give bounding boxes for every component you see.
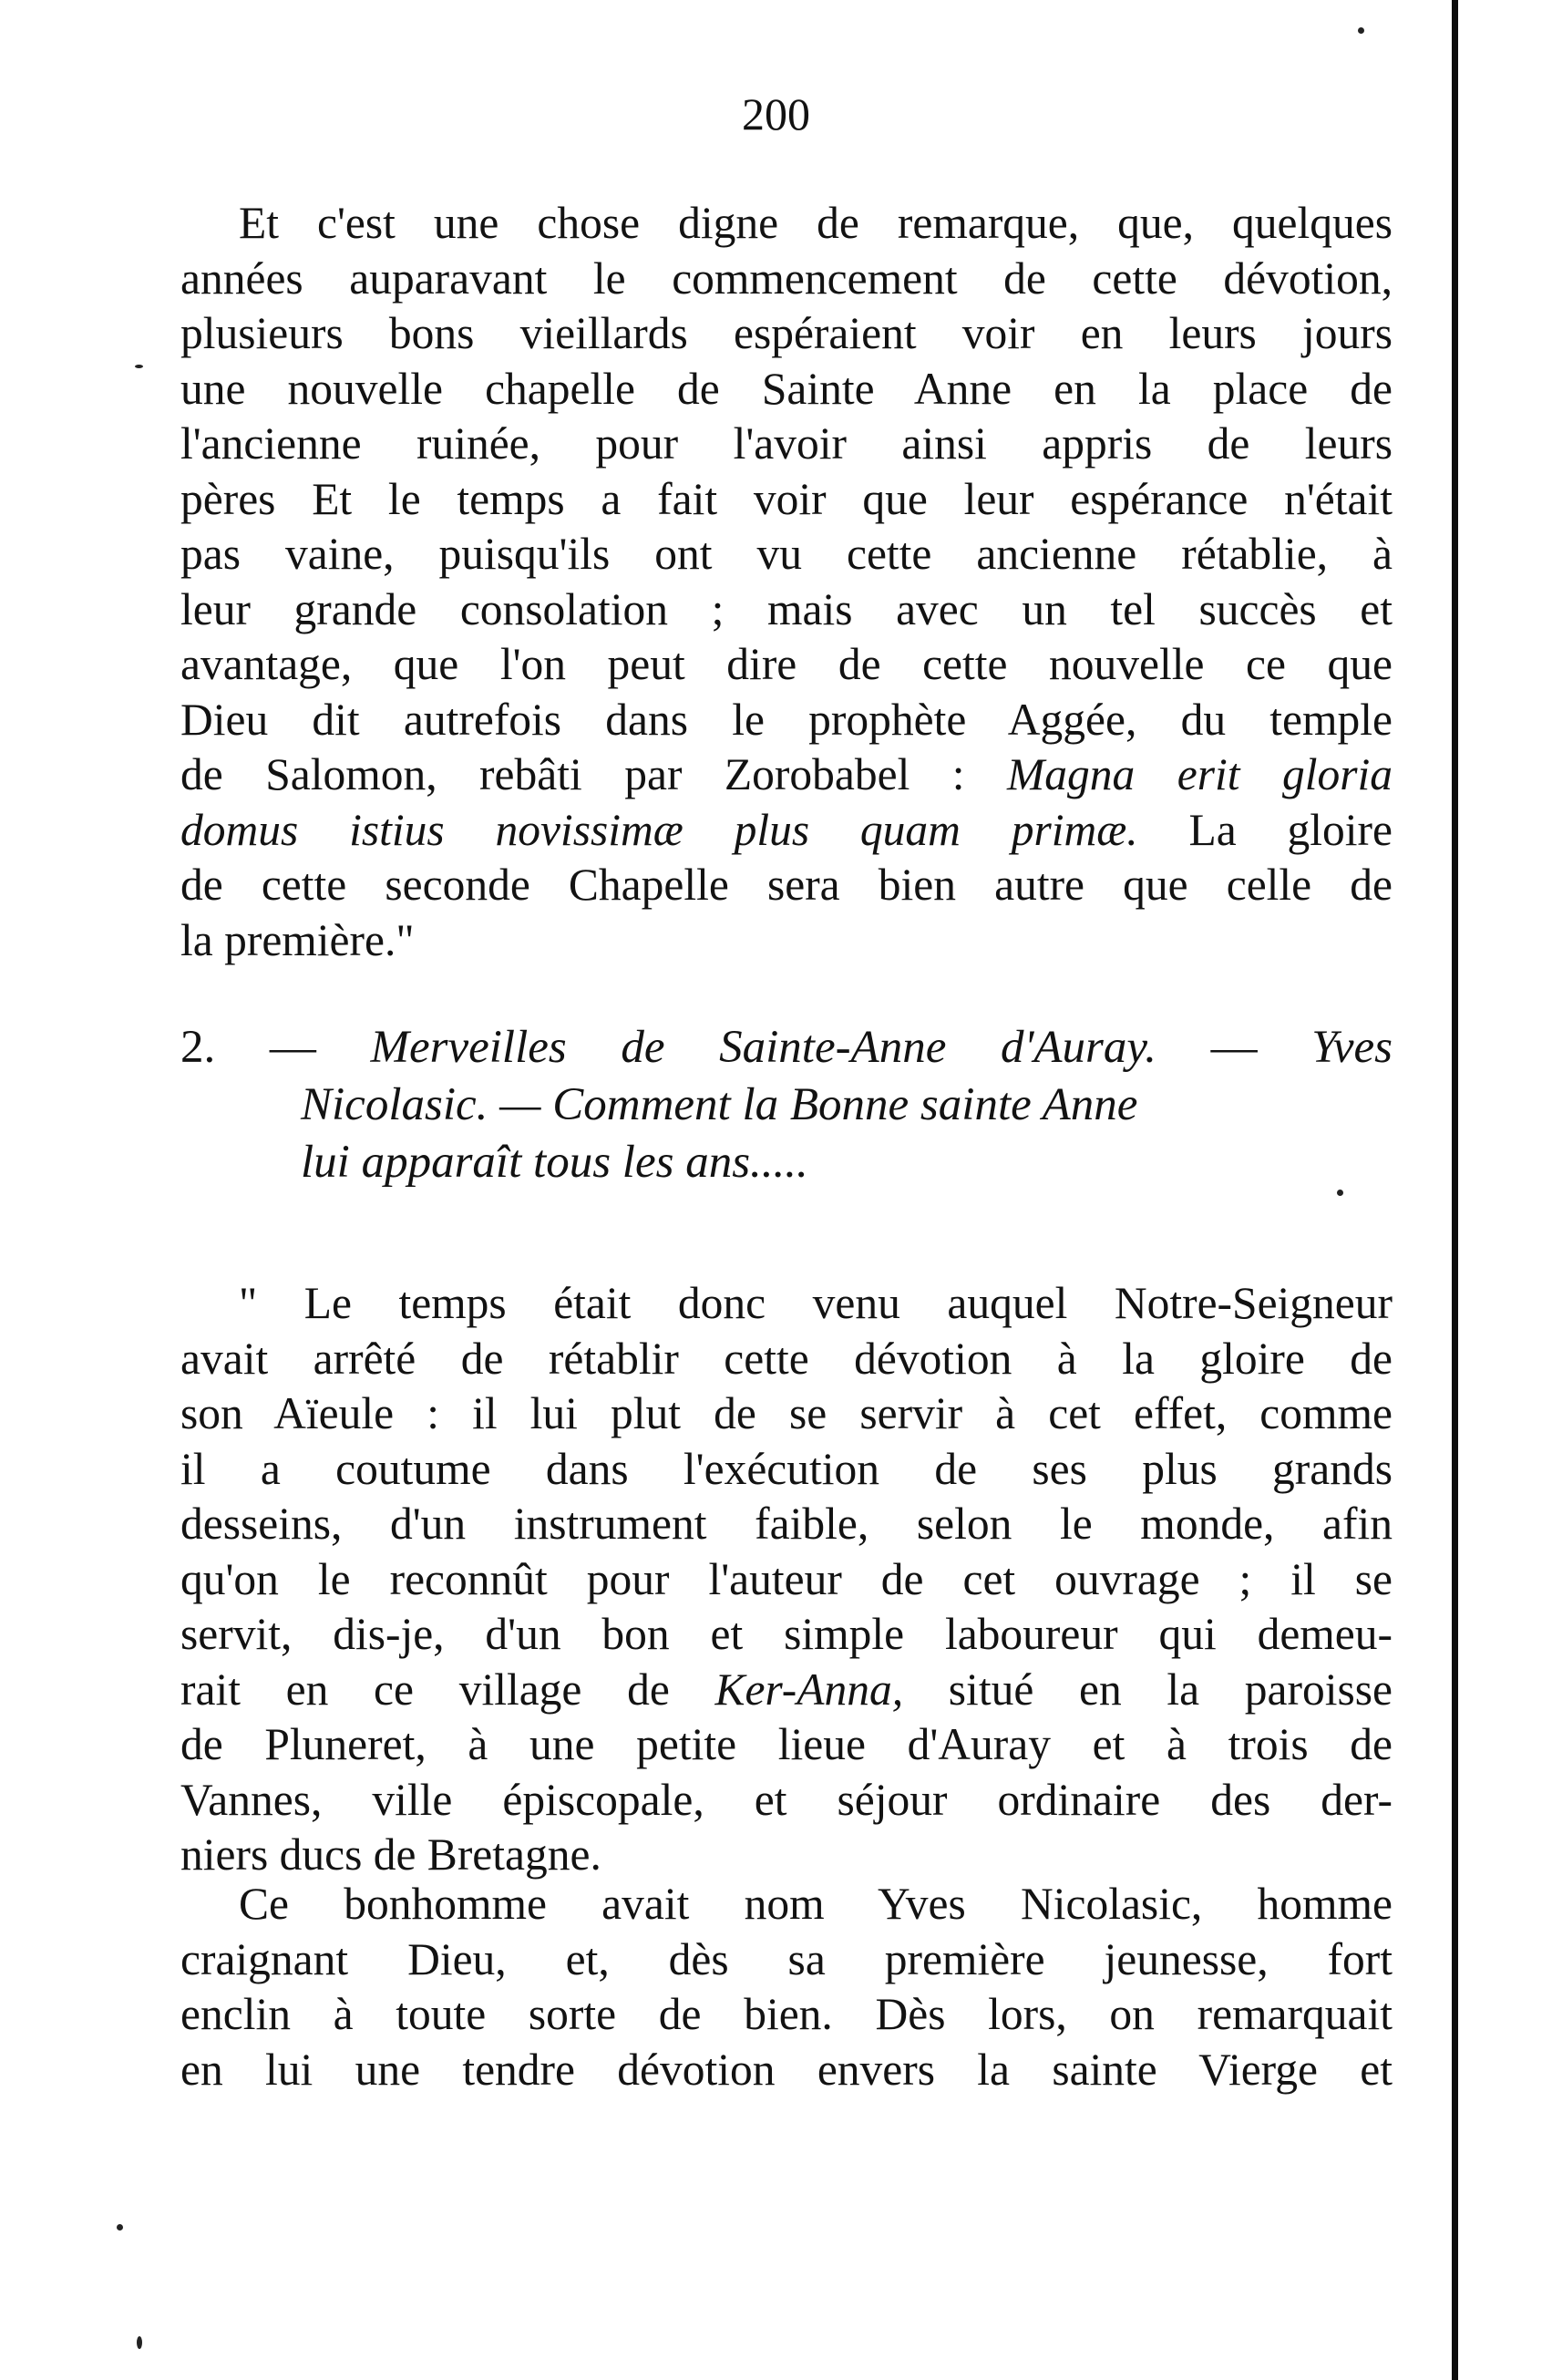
heading-line: lui apparaît tous les ans..... bbox=[301, 1137, 808, 1188]
text-line: une nouvelle chapelle de Sainte Anne en la place de bbox=[180, 363, 1393, 414]
text-line: " Le temps était donc venu auquel Notre-Seigneur bbox=[239, 1278, 1393, 1328]
text-line: années auparavant le commencement de cette dévotion, bbox=[180, 252, 1393, 304]
text-line: leur grande consolation ; mais avec un tel succès et bbox=[180, 583, 1393, 634]
text-line bbox=[180, 803, 1393, 859]
text-line: pères Et le temps a fait voir que leur espérance n'était bbox=[180, 473, 1393, 524]
text-line: de Pluneret, à une petite lieue d'Auray et à trois de bbox=[180, 1719, 1393, 1769]
latin-quote: Magna erit gloria bbox=[1007, 749, 1393, 799]
ink-speck bbox=[137, 2336, 142, 2349]
text-line: desseins, d'un instrument faible, selon le monde, afin bbox=[180, 1499, 1393, 1549]
place-name: Ker-Anna, bbox=[714, 1664, 904, 1715]
text-line: Ce bonhomme avait nom Yves Nicolasic, homme bbox=[239, 1879, 1393, 1929]
ink-speck bbox=[1358, 27, 1364, 34]
ink-speck bbox=[135, 365, 143, 368]
paragraph-3 bbox=[180, 1877, 1393, 2097]
paragraph-1 bbox=[180, 196, 1393, 968]
text-line: avait arrêté de rétablir cette dévotion à la gloire de bbox=[180, 1333, 1393, 1384]
paragraph-2 bbox=[180, 1276, 1393, 1883]
text-line: en lui une tendre dévotion envers la sainte Vierge et bbox=[180, 2044, 1393, 2095]
text-line: servit, dis-je, d'un bon et simple laboureur qui demeu- bbox=[180, 1609, 1393, 1659]
text-line: avantage, que l'on peut dire de cette nouvelle ce que bbox=[180, 639, 1393, 689]
text-line: niers ducs de Bretagne. bbox=[180, 1829, 601, 1880]
text-line: qu'on le reconnût pour l'auteur de cet ouvrage ; il se bbox=[180, 1553, 1393, 1604]
text-line: l'ancienne ruinée, pour l'avoir ainsi appris de leurs bbox=[180, 418, 1393, 469]
ink-speck bbox=[117, 2224, 123, 2231]
text-line: craignant Dieu, et, dès sa première jeunesse, fort bbox=[180, 1933, 1393, 1984]
text-line: son Aïeule : il lui plut de se servir à cet effet, comme bbox=[180, 1388, 1393, 1438]
page-number: 200 bbox=[742, 88, 810, 139]
section-heading bbox=[180, 1019, 1393, 1191]
text-line bbox=[180, 1663, 1393, 1718]
heading-dash: — bbox=[1210, 1022, 1258, 1073]
text-line: de cette seconde Chapelle sera bien autre que celle de bbox=[180, 860, 1393, 910]
heading-line: Nicolasic. — Comment la Bonne sainte Anne bbox=[301, 1079, 1138, 1130]
text-line: enclin à toute sorte de bien. Dès lors, on remarquait bbox=[180, 1989, 1393, 2039]
text-line: Et c'est une chose digne de remarque, que, quelques bbox=[239, 198, 1393, 248]
latin-quote: domus istius novissimæ plus quam primæ. bbox=[180, 804, 1138, 855]
text-span: de Salomon, rebâti par Zorobabel : bbox=[180, 749, 1008, 799]
heading-title: Merveilles de Sainte-Anne d'Auray. bbox=[370, 1022, 1156, 1073]
heading-line bbox=[180, 1019, 1393, 1077]
text-span: rait en ce village de bbox=[180, 1664, 715, 1715]
text-line: la première." bbox=[180, 914, 415, 965]
text-line bbox=[180, 747, 1393, 803]
text-line: pas vaine, puisqu'ils ont vu cette ancienne rétablie, à bbox=[180, 529, 1393, 579]
text-line: il a coutume dans l'exécution de ses plus grands bbox=[180, 1443, 1393, 1494]
page-edge-rule bbox=[1452, 0, 1458, 2380]
text-span: La gloire bbox=[1137, 804, 1393, 855]
text-line: plusieurs bons vieillards espéraient voir en leurs jours bbox=[180, 308, 1393, 358]
text-line: Dieu dit autrefois dans le prophète Aggée, du temple bbox=[180, 694, 1393, 745]
text-line: Vannes, ville épiscopale, et séjour ordinaire des der- bbox=[180, 1774, 1393, 1825]
section-number: 2. — bbox=[180, 1022, 316, 1073]
text-span: situé en la paroisse bbox=[903, 1664, 1393, 1715]
heading-title: Yves bbox=[1311, 1022, 1393, 1073]
